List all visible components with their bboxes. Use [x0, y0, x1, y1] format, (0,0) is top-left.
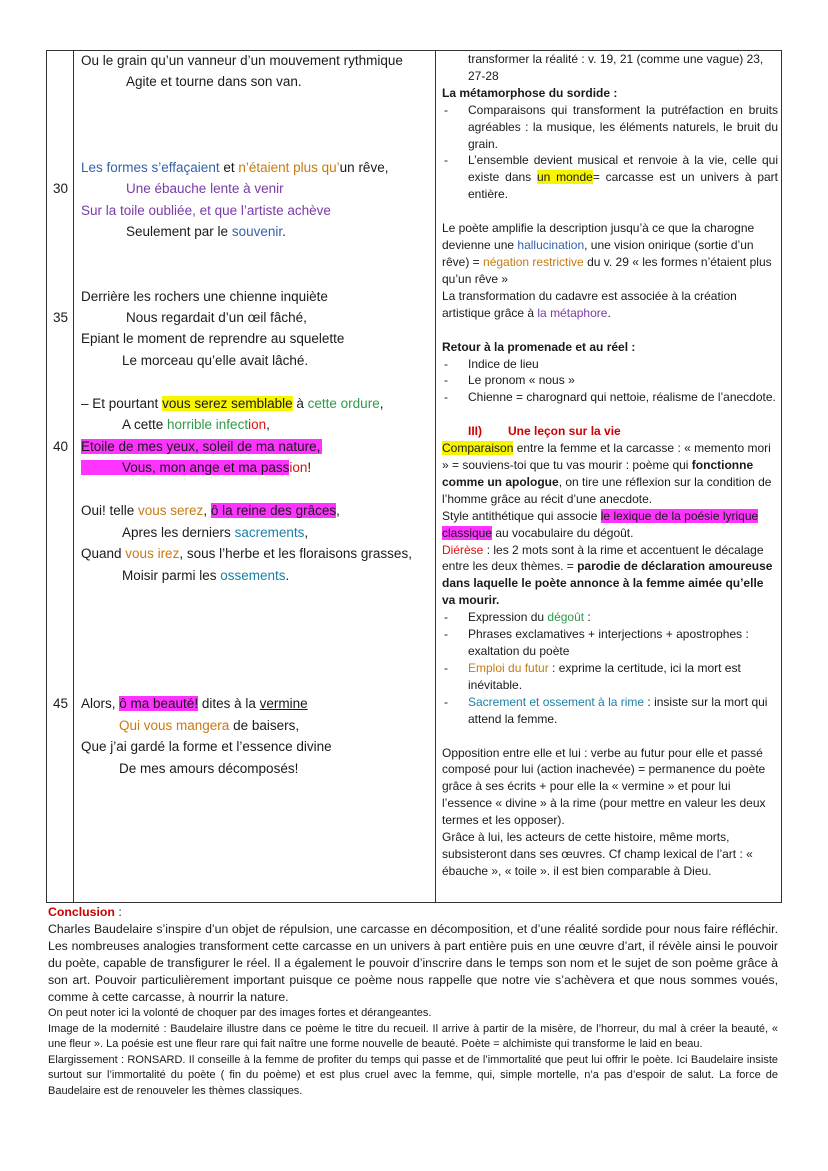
poem-line: Quand vous irez, sous l’herbe et les floraisons grasses, [81, 546, 412, 561]
bullet-item: - Sacrement et ossement à la rime : insiste sur la mort qui attend la femme. [442, 694, 778, 728]
note-text: La transformation du cadavre est associée à la création artistique grâce à la métaphore. [442, 288, 737, 320]
conclusion-paragraph: Charles Baudelaire s’inspire d’un objet de répulsion, une carcasse en décomposition, et d’une réalité sordide pour nous faire réfléchir. Les nombreuses analogies transforment cette carcasse en un univers à part entière puis en une œuvre d’art, il révèle ainsi le pouvoir du poète, capable de transfigurer le réel. Il a également le pouvoir d’inscrire dans le temps son nom et le sujet de son poème grâce à son art. Pouvoir particulièrement important puisque ce poème nous rappelle que notre vie s’achèvera et que nous sommes voués, comme à cette carcasse, à nourrir la nature. [48, 922, 778, 1004]
poem-line: Qui vous mangera de baisers, [119, 718, 300, 733]
poem-line: Que j’ai gardé la forme et l’essence divine [81, 739, 332, 754]
note-text: Opposition entre elle et lui : verbe au futur pour elle et passé composé pour lui (action inachevée) = permanence du poète grâce à ses écrits + pour elle la « vermine » et pour lui l’essence « divine » à la rime (pour mettre en valeur les deux termes et les opposer). [442, 745, 766, 828]
note-text: Style antithétique qui associe le lexique de la poésie lyrique classique au vocabulaire du dégoût. [442, 508, 759, 540]
bullet-item: - Phrases exclamatives + interjections + apostrophes : exaltation du poète [442, 626, 778, 660]
bullet-item: - Le pronom « nous » [442, 372, 778, 389]
line-number: 40 [53, 439, 69, 454]
section-heading: Retour à la promenade et au réel : [442, 339, 636, 354]
poem-line: – Et pourtant vous serez semblable à cette ordure, [81, 396, 384, 411]
conclusion-paragraph: Image de la modernité : Baudelaire illustre dans ce poème le titre du recueil. Il arrive à partir de la misère, de l’horreur, du mal à créer la beauté, « une fleur ». La poésie est une fleur rare qui fait naître une forme nouvelle de beauté. Poète = alchimiste qui transforme le laid en beau. [48, 1022, 778, 1050]
poem-line: Agite et tourne dans son van. [126, 74, 302, 89]
analysis-column [442, 51, 778, 880]
poem-line: Les formes s’effaçaient et n’étaient plus qu’un rêve, [81, 160, 389, 175]
note-text: transformer la réalité : v. 19, 21 (comme une vague) 23, 27-28 [468, 52, 764, 83]
poem-line: Vous, mon ange et ma passion! [81, 460, 311, 475]
poem-line: Ou le grain qu’un vanneur d’un mouvement rythmique [81, 53, 403, 68]
section-heading: La métamorphose du sordide : [442, 85, 618, 100]
poem-line: Oui! telle vous serez, ô la reine des grâces, [81, 503, 340, 518]
poem-line: Apres les derniers sacrements, [122, 525, 309, 540]
poem-line: Alors, ô ma beauté! dites à la vermine [81, 696, 308, 711]
line-number: 35 [53, 310, 69, 325]
note-text: Comparaison entre la femme et la carcasse : « memento mori » = souviens-toi que tu vas mourir : poème qui fonctionne comme un apologue, on tire une réflexion sur la condition de l’homme grâce au récit d’une anecdote. [442, 441, 772, 506]
conclusion-heading: Conclusion : [48, 905, 122, 919]
column-divider [435, 51, 436, 902]
bullet-item: - Chienne = charognard qui nettoie, réalisme de l’anecdote. [442, 389, 778, 406]
bullet-item: - Indice de lieu [442, 356, 778, 373]
bullet-item: - L’ensemble devient musical et renvoie à la vie, celle qui existe dans un monde= carcasse est un univers à part entière. [442, 152, 778, 203]
poem-line: Sur la toile oubliée, et que l’artiste achève [81, 203, 331, 218]
bullet-item: - Comparaisons qui transforment la putréfaction en bruits agréables : la musique, les éléments naturels, le bruit du grain. [442, 102, 778, 153]
section-heading: III) Une leçon sur la vie [468, 424, 621, 439]
note-text: Le poète amplifie la description jusqu’à ce que la charogne devienne une hallucination, une vision onirique (sortie d’un rêve) = négation restrictive du v. 29 « les formes n’étaient plus qu’un rêve » [442, 221, 772, 286]
poem-line: Epiant le moment de reprendre au squelette [81, 331, 345, 346]
bullet-item: - Expression du dégoût : [442, 609, 778, 626]
poem-line: Le morceau qu’elle avait lâché. [122, 353, 309, 368]
poem-line: Derrière les rochers une chienne inquiète [81, 289, 328, 304]
poem-line: Moisir parmi les ossements. [122, 568, 290, 583]
poem-line: Une ébauche lente à venir [126, 181, 284, 196]
poem-line: Seulement par le souvenir. [126, 224, 286, 239]
poem-line: A cette horrible infection, [122, 417, 270, 432]
column-divider [73, 51, 74, 902]
conclusion-paragraph: On peut noter ici la volonté de choquer par des images fortes et dérangeantes. [48, 1007, 432, 1019]
conclusion-paragraph: Elargissement : RONSARD. Il conseille à la femme de profiter du temps qui passe et de l’immortalité que peut lui offrir le poète. Ici Baudelaire insiste surtout sur l’immortalité du poète ( fin du poème) et est plus cruel avec la femme, qui, simple mortelle, n’a pas d’espoir de salut. La force de Baudelaire est de renouveler les thèmes classiques. [48, 1053, 778, 1097]
note-text: Diérèse : les 2 mots sont à la rime et accentuent le décalage entre les deux thèmes. = parodie de déclaration amoureuse dans laquelle le poète annonce à la femme aimée qu’elle va mourir. [442, 542, 773, 608]
note-text: Grâce à lui, les acteurs de cette histoire, même morts, subsisteront dans ses œuvres. Cf champ lexical de l’art : « ébauche », « toile ». il est bien comparable à Dieu. [442, 830, 753, 878]
conclusion [48, 904, 778, 1099]
poem-line: De mes amours décomposés! [119, 761, 299, 776]
poem-line: Nous regardait d’un œil fâché, [126, 310, 307, 325]
line-number: 45 [53, 696, 69, 711]
commentary-table [46, 50, 782, 903]
poem-line: Etoile de mes yeux, soleil de ma nature, [81, 439, 321, 454]
bullet-item: - Emploi du futur : exprime la certitude, ici la mort est inévitable. [442, 660, 778, 694]
line-number: 30 [53, 181, 69, 196]
